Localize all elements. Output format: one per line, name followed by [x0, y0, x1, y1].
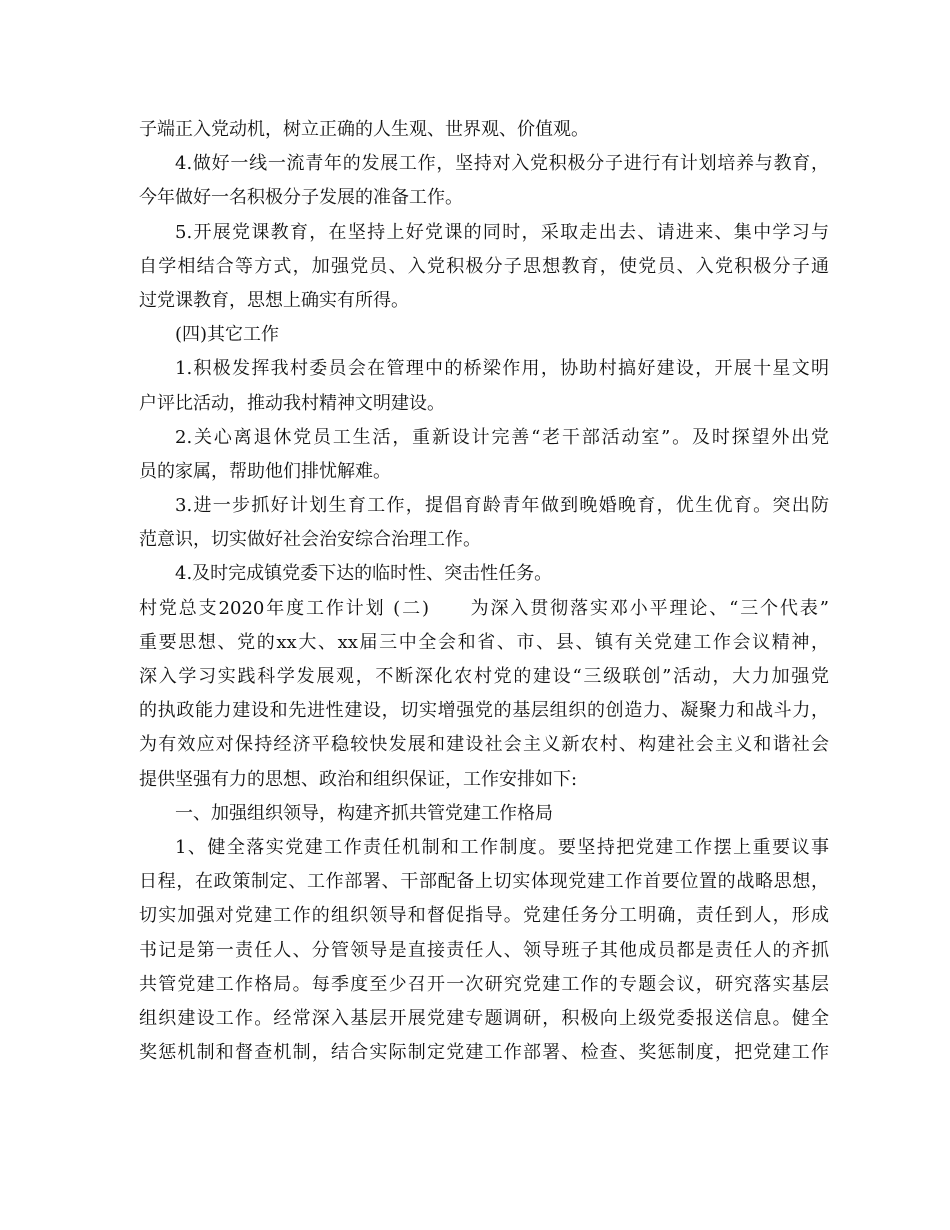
text-line: (四)其它工作 [175, 324, 280, 346]
text-line: 5.开展党课教育，在坚持上好党课的同时，采取走出去、请进来、集中学习与 [175, 221, 829, 243]
text-line: 4.做好一线一流青年的发展工作，坚持对入党积极分子进行有计划培养与教育， [175, 153, 829, 175]
text-line: 切实加强对党建工作的组织领导和督促指导。党建任务分工明确，责任到人，形成 [139, 905, 829, 927]
text-line: 子端正入党动机，树立正确的人生观、世界观、价值观。 [139, 119, 589, 140]
text-line: 员的家属，帮助他们排忧解难。 [139, 460, 391, 482]
text-line: 共管党建工作格局。每季度至少召开一次研究党建工作的专题会议，研究落实基层 [139, 973, 829, 995]
text-line: 深入学习实践科学发展观，不断深化农村党的建设“三级联创”活动，大力加强党 [139, 666, 829, 687]
text-line: 村党总支2020年度工作计划 (二) 为深入贯彻落实邓小平理论、“三个代表” [139, 597, 829, 619]
text-line: 重要思想、党的xx大、xx届三中全会和省、市、县、镇有关党建工作会议精神， [139, 631, 829, 653]
text-line: 范意识，切实做好社会治安综合治理工作。 [139, 529, 481, 551]
text-line: 4.及时完成镇党委下达的临时性、突击性任务。 [175, 563, 553, 585]
text-line: 今年做好一名积极分子发展的准备工作。 [139, 187, 463, 209]
text-line: 3.进一步抓好计划生育工作，提倡育龄青年做到晚婚晚育，优生优育。突出防 [175, 495, 829, 517]
document-body [139, 113, 829, 1070]
text-line: 奖惩机制和督查机制，结合实际制定党建工作部署、检查、奖惩制度，把党建工作 [139, 1042, 829, 1064]
text-line: 的执政能力建设和先进性建设，切实增强党的基层组织的创造力、凝聚力和战斗力， [139, 700, 829, 722]
text-line: 自学相结合等方式，加强党员、入党积极分子思想教育，使党员、入党积极分子通 [139, 255, 829, 277]
text-line: 一、加强组织领导，构建齐抓共管党建工作格局 [175, 802, 553, 824]
text-line: 过党课教育，思想上确实有所得。 [139, 289, 409, 311]
text-line: 为有效应对保持经济平稳较快发展和建设社会主义新农村、构建社会主义和谐社会 [139, 734, 829, 756]
text-line: 组织建设工作。经常深入基层开展党建专题调研，积极向上级党委报送信息。健全 [139, 1007, 829, 1029]
text-line: 1、健全落实党建工作责任机制和工作制度。要坚持把党建工作摆上重要议事 [175, 836, 829, 858]
text-line: 提供坚强有力的思想、政治和组织保证，工作安排如下: [139, 768, 578, 790]
text-line: 日程，在政策制定、工作部署、干部配备上切实体现党建工作首要位置的战略思想， [139, 871, 829, 893]
text-line: 1.积极发挥我村委员会在管理中的桥梁作用，协助村搞好建设，开展十星文明 [175, 358, 829, 380]
text-line: 书记是第一责任人、分管领导是直接责任人、领导班子其他成员都是责任人的齐抓 [139, 939, 829, 961]
text-line: 2.关心离退休党员工生活，重新设计完善“老干部活动室”。及时探望外出党 [175, 426, 829, 448]
text-line: 户评比活动，推动我村精神文明建设。 [139, 392, 445, 414]
